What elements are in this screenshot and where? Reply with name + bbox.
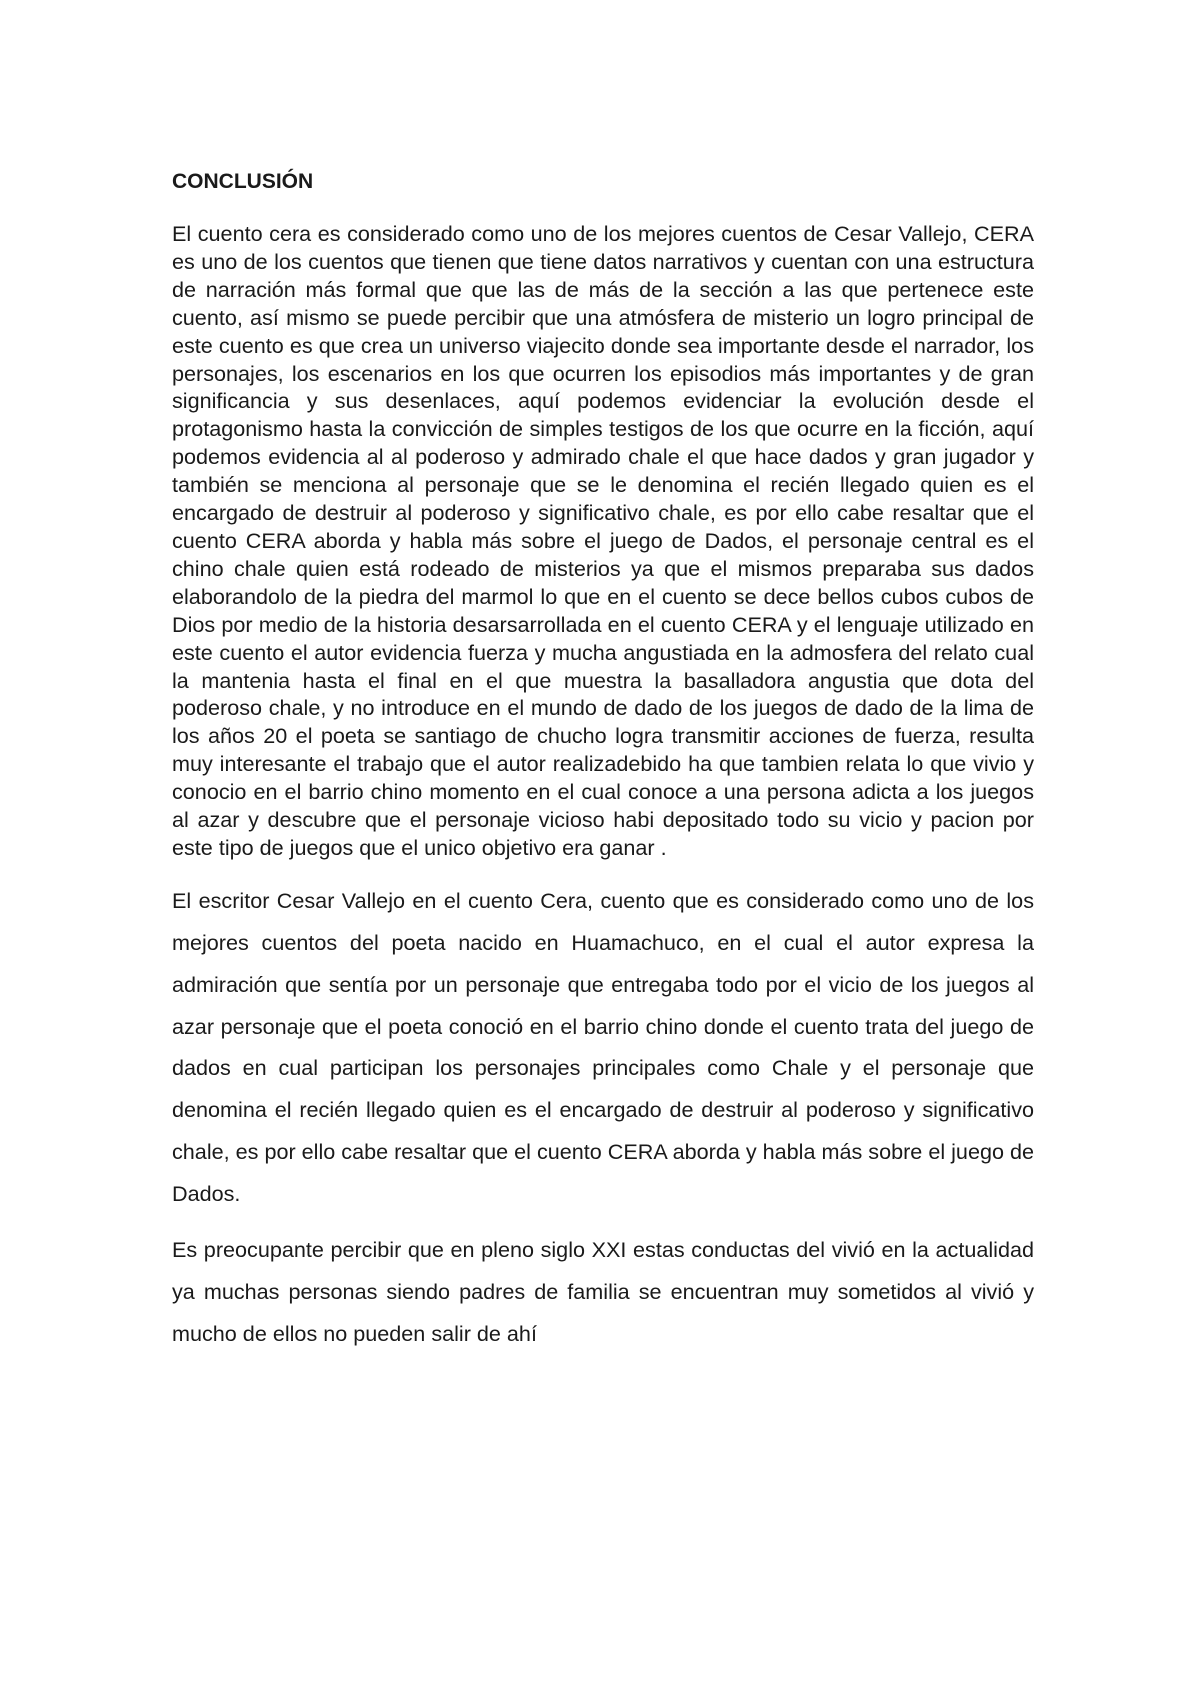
paragraph-2: El escritor Cesar Vallejo en el cuento Cera, cuento que es considerado como uno de los mejores cuentos del poeta nacido en Huamachuco, en el cual el autor expresa la admiración que sentía por un personaje que entregaba todo por el vicio de los juegos al azar personaje que el poeta conoció en el barrio chino donde el cuento trata del juego de dados en cual participan los personajes principales como Chale y el personaje que denomina el recién llegado quien es el encargado de destruir al poderoso y significativo chale, es por ello cabe resaltar que el cuento CERA aborda y habla más sobre el juego de Dados. — [172, 887, 1034, 1207]
paragraph-3: Es preocupante percibir que en pleno siglo XXI estas conductas del vivió en la actualidad ya muchas personas siendo padres de familia se encuentran muy sometidos al vivió y mucho de ellos no pueden salir de ahí — [172, 1237, 1034, 1346]
section-heading: CONCLUSIÓN — [172, 170, 314, 193]
document-page — [172, 168, 1034, 1355]
paragraph-1: El cuento cera es considerado como uno de los mejores cuentos de Cesar Vallejo, CERA es uno de los cuentos que tienen que tiene datos narrativos y cuentan con una estructura de narración más formal que que las de más de la sección a las que pertenece este cuento, así mismo se puede percibir que una atmósfera de misterio un logro principal de este cuento es que crea un universo viajecito donde sea importante desde el narrador, los personajes, los escenarios en los que ocurren los episodios más importantes y de gran significancia y sus desenlaces, aquí podemos evidenciar la evolución desde el protagonismo hasta la convicción de simples testigos de los que ocurre en la ficción, aquí podemos evidencia al al poderoso y admirado chale el que hace dados y gran jugador y también se menciona al personaje que se le denomina el recién llegado quien es el encargado de destruir al poderoso y significativo chale, es por ello cabe resaltar que el cuento CERA aborda y habla más sobre el juego de Dados, el personaje central es el chino chale quien está rodeado de misterios ya que el mismos preparaba sus dados elaborandolo de la piedra del marmol lo que en el cuento se dece bellos cubos cubos de Dios por medio de la historia desarsarrollada en el cuento CERA y el lenguaje utilizado en este cuento el autor evidencia fuerza y mucha angustiada en la admosfera del relato cual la mantenia hasta el final en el que muestra la basalladora angustia que dota del poderoso chale, y no introduce en el mundo de dado de los juegos de dado de la lima de los años 20 el poeta se santiago de chucho logra transmitir acciones de fuerza, resulta muy interesante el trabajo que el autor realizadebido ha que tambien relata lo que vivio y conocio en el barrio chino momento en el cual conoce a una persona adicta a los juegos al azar y descubre que el personaje vicioso habi depositado todo su vicio y pacion por este tipo de juegos que el unico objetivo era ganar . — [172, 221, 1034, 860]
